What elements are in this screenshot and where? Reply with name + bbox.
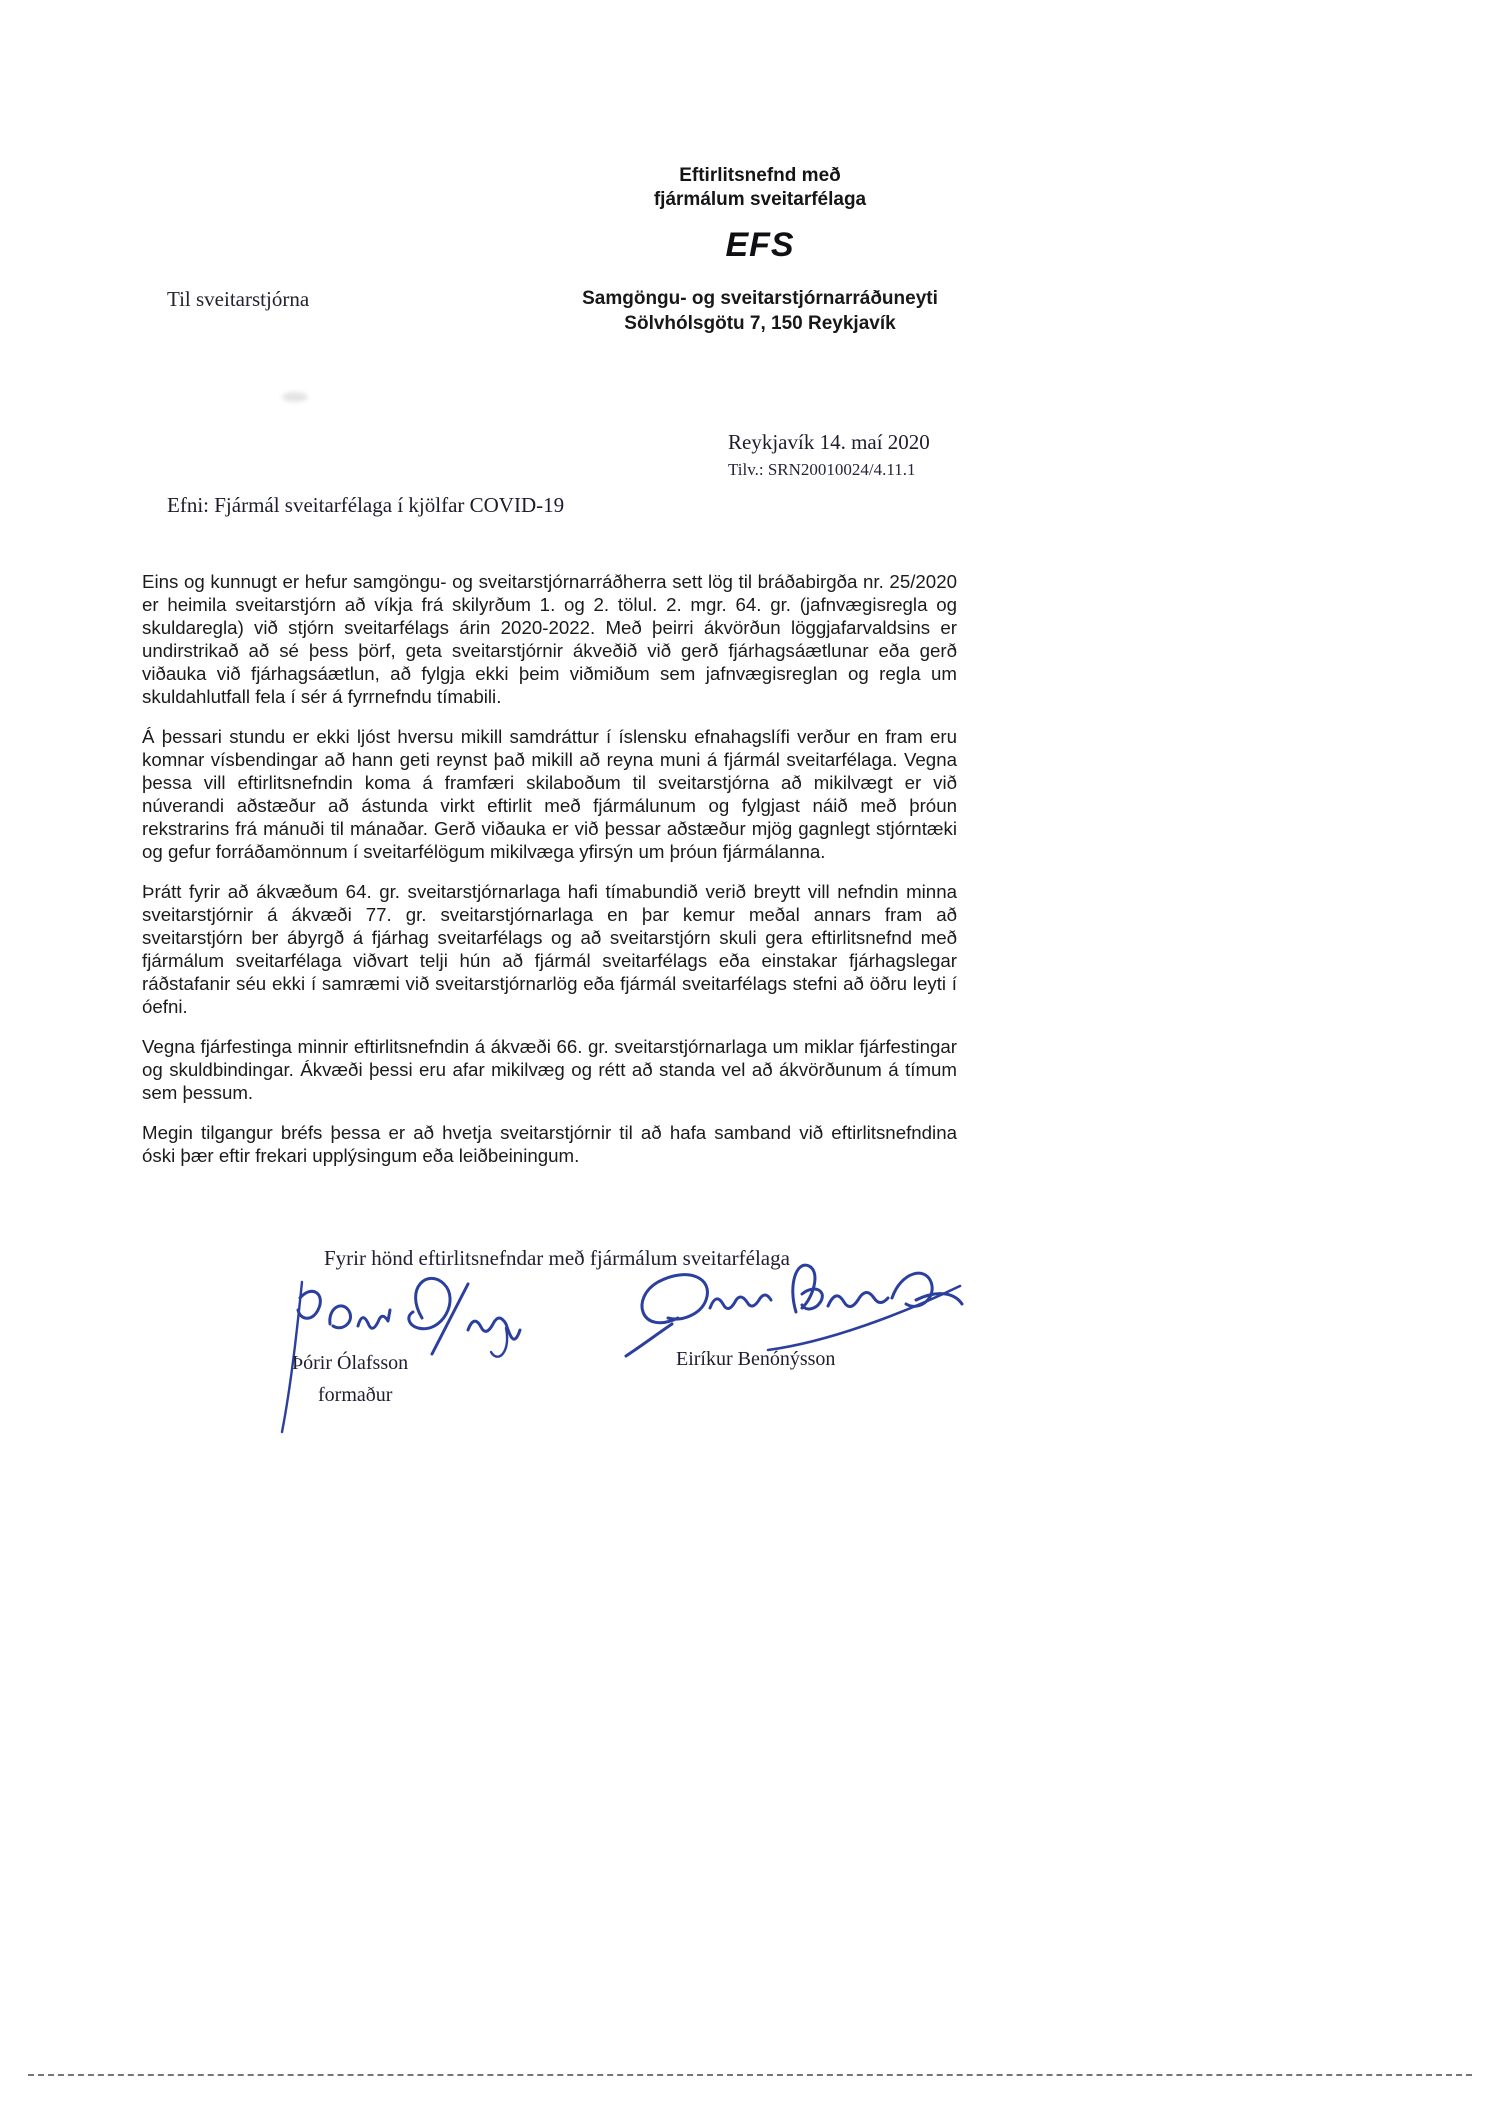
- paragraph-4: Vegna fjárfestinga minnir eftirlitsnefndin á ákvæði 66. gr. sveitarstjórnarlaga um miklar fjárfestingar og skuldbindingar. Ákvæði þessi eru afar mikilvæg og rétt að standa vel að ákvörðunum á tímum sem þessum.: [142, 1036, 957, 1103]
- subject-line: Efni: Fjármál sveitarfélaga í kjölfar COVID-19: [167, 493, 565, 517]
- place-date-line: Reykjavík 14. maí 2020: [728, 430, 930, 454]
- ministry-address: Sölvhólsgötu 7, 150 Reykjavík: [624, 313, 896, 334]
- letterhead-committee-name: [560, 164, 960, 212]
- date-reference-block: [728, 430, 930, 480]
- letter-body: [142, 570, 957, 1184]
- recipient-line: Til sveitarstjórna: [167, 287, 310, 311]
- committee-name-line1: Eftirlitsnefnd með: [679, 165, 841, 186]
- paragraph-2: Á þessari stundu er ekki ljóst hversu mikill samdráttur í íslensku efnahagslífi verður en fram eru komnar vísbendingar að hann geti reynst það mikill að reyna muni á fjármál sveitarfélaga. Vegna þessa vill eftirlitsnefndin koma á framfæri skilaboðum til sveitarstjórna að mikilvægt er við núverandi aðstæður að ástunda virkt eftirlit með fjármálunum og fylgjast náið með þróun rekstrarins frá mánuði til mánaðar. Gerð viðauka er við þessar aðstæður mjög gagnlegt stjórntæki og gefur forráðamönnum í sveitarfélögum mikilvæga yfirsýn um þróun fjármálanna.: [142, 726, 957, 862]
- ministry-name: Samgöngu- og sveitarstjórnarráðuneyti: [582, 288, 938, 309]
- committee-name-line2: fjármálum sveitarfélaga: [653, 189, 867, 210]
- paragraph-5: Megin tilgangur bréfs þessa er að hvetja sveitarstjórnir til að hafa samband við eftirlitsnefndina óski þær eftir frekari upplýsingum eða leiðbeiningum.: [142, 1122, 957, 1166]
- paragraph-1: Eins og kunnugt er hefur samgöngu- og sveitarstjórnarráðherra sett lög til bráðabirgða nr. 25/2020 er heimila sveitarstjórn að víkja frá skilyrðum 1. og 2. tölul. 2. mgr. 64. gr. (jafnvægisregla og skuldaregla) við stjórn sveitarfélags árin 2020-2022. Með þeirri ákvörðun löggjafarvaldsins er undirstrikað að sé þess þörf, geta sveitarstjórnir ákveðið við gerð fjárhagsáætlunar eða gerð viðauka við fjárhagsáætlun, að fylgja ekki þeim viðmiðum sem jafnvægisreglan og regla um skuldahlutfall fela í sér á fyrrnefndu tímabili.: [142, 571, 957, 707]
- signature-strokes: [626, 1265, 962, 1356]
- signer-right-name: Eiríkur Benónýsson: [676, 1348, 836, 1370]
- bottom-dashed-line: [28, 2074, 1472, 2076]
- on-behalf-line: Fyrir hönd eftirlitsnefndar með fjármálum sveitarfélaga: [324, 1246, 790, 1270]
- efs-logo: EFS: [725, 226, 795, 264]
- signer-left-title: formaður: [318, 1384, 393, 1406]
- ministry-address-block: [510, 286, 1010, 336]
- scan-artifact: [282, 392, 308, 402]
- paragraph-3: Þrátt fyrir að ákvæðum 64. gr. sveitarstjórnarlaga hafi tímabundið verið breytt vill nefndin minna sveitarstjórnir á ákvæði 77. gr. sveitarstjórnarlaga en þar kemur meðal annars fram að sveitarstjórn ber ábyrgð á fjárhag sveitarfélags og að sveitarstjórn skuli gera eftirlitsnefnd með fjármálum sveitarfélaga viðvart telji hún að fjármál sveitarfélags eða einstakar fjárhagslegar ráðstafanir séu ekki í samræmi við sveitarstjórnarlög eða fjármál sveitarfélags stefni að öðru leyti í óefni.: [142, 881, 957, 1017]
- signer-left-name: Þórir Ólafsson: [292, 1352, 409, 1374]
- reference-line: Tilv.: SRN20010024/4.11.1: [728, 460, 916, 479]
